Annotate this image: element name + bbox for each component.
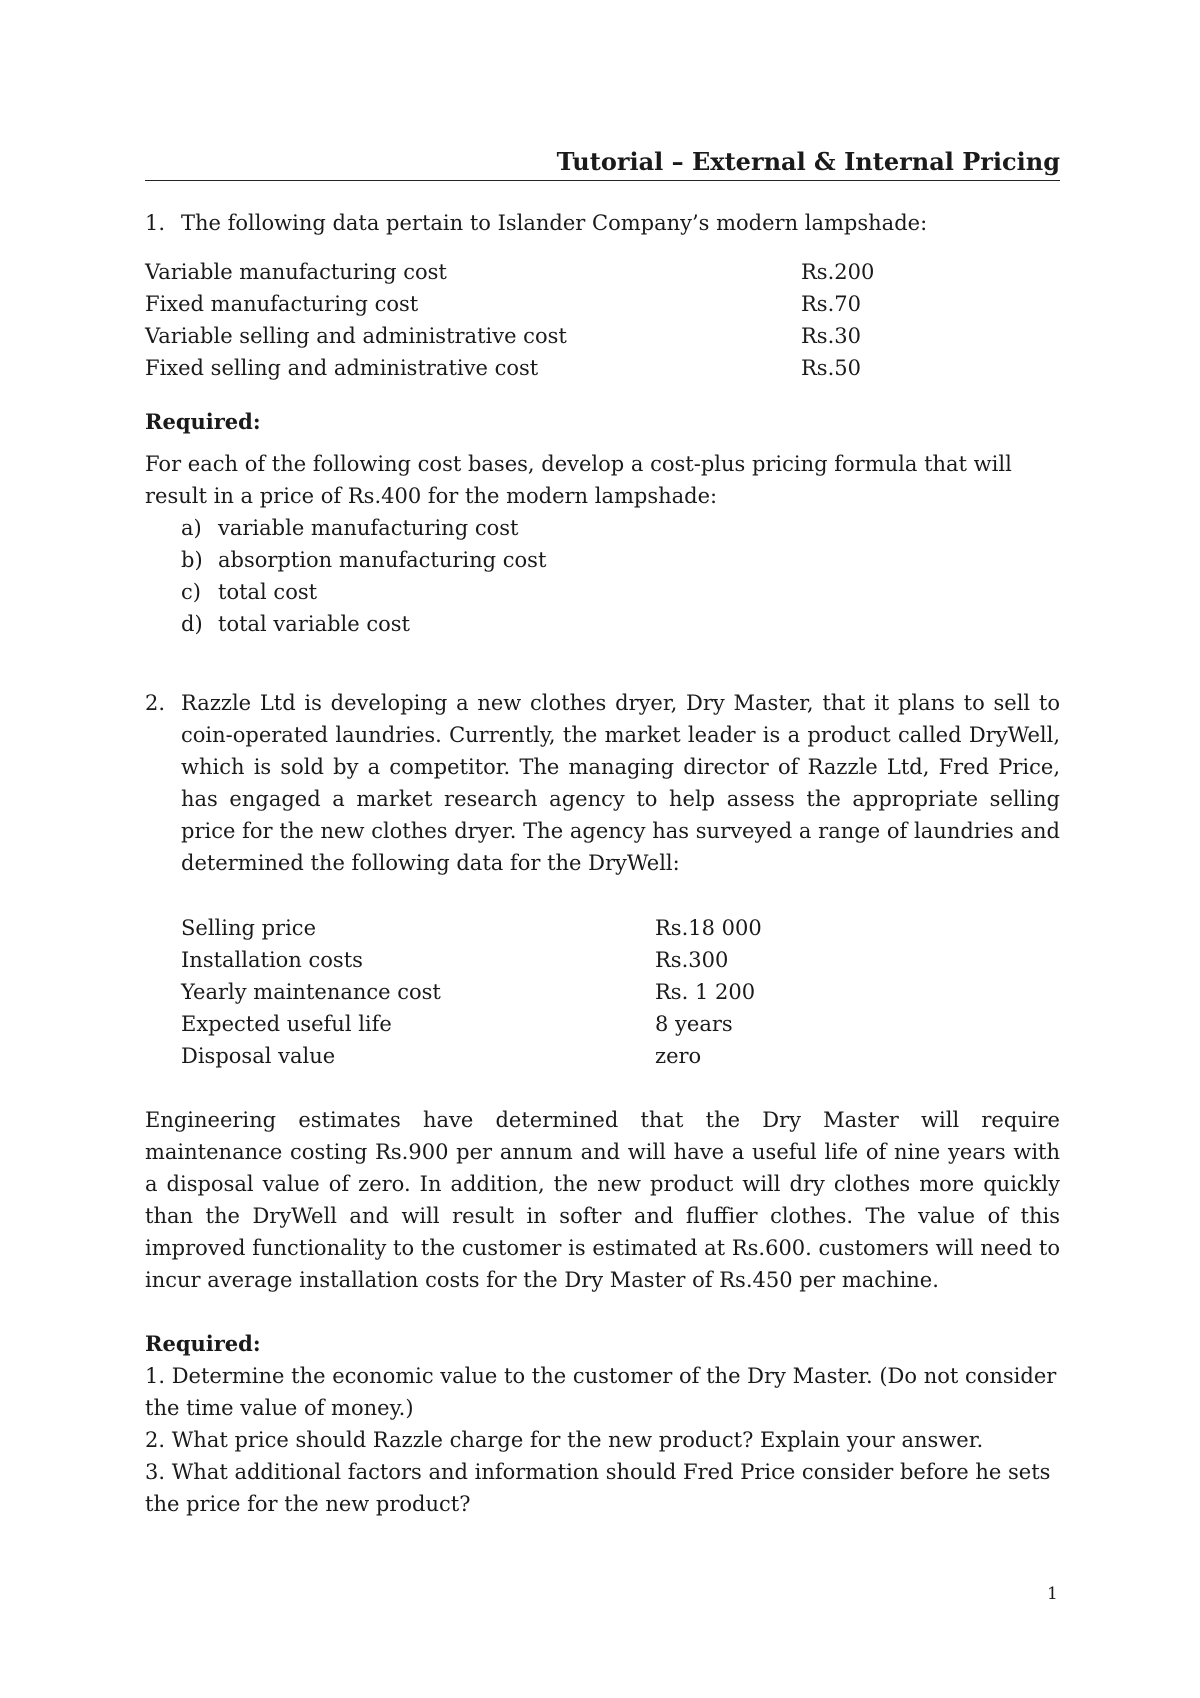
cost-row — [145, 288, 1060, 320]
list-letter: b) — [181, 548, 203, 572]
list-text: variable manufacturing cost — [218, 516, 519, 540]
question-number: 1. — [145, 211, 166, 235]
list-item: 3. What additional factors and information should Fred Price consider before he sets the price for the new product? — [145, 1460, 1051, 1516]
list-item: 1. Determine the economic value to the customer of the Dry Master. (Do not consider the time value of money.) — [145, 1364, 1057, 1420]
data-label: Yearly maintenance cost — [181, 980, 441, 1004]
cost-value: Rs.30 — [801, 324, 861, 348]
data-value: Rs.18 000 — [655, 916, 762, 940]
data-label: Disposal value — [181, 1044, 336, 1068]
cost-value: Rs.200 — [801, 260, 875, 284]
required-questions — [145, 1360, 1060, 1520]
cost-basis-list — [145, 512, 1060, 640]
drywell-data-table — [145, 912, 1060, 1072]
question-text: The following data pertain to Islander Company’s modern lampshade: — [181, 211, 928, 235]
data-value: zero — [655, 1044, 702, 1068]
cost-label: Variable manufacturing cost — [145, 260, 447, 284]
data-value: 8 years — [655, 1012, 733, 1036]
cost-row — [145, 256, 1060, 288]
cost-table — [145, 256, 1060, 384]
page-number: 1 — [1047, 1584, 1058, 1604]
list-text: absorption manufacturing cost — [218, 548, 547, 572]
list-text: total cost — [218, 580, 318, 604]
list-item: 2. What price should Razzle charge for the new product? Explain your answer. — [145, 1428, 984, 1452]
page-title: Tutorial – External & Internal Pricing — [145, 146, 1060, 181]
data-row — [181, 1008, 1060, 1040]
cost-label: Fixed manufacturing cost — [145, 292, 419, 316]
data-row — [181, 976, 1060, 1008]
list-item — [145, 608, 1060, 640]
data-value: Rs. 1 200 — [655, 980, 756, 1004]
question-text: Razzle Ltd is developing a new clothes dryer, Dry Master, that it plans to sell to coin-operated laundries. Currently, the market leader is a product called DryWell, which is sold by a competitor. The managing director of Razzle Ltd, Fred Price, has engaged a market research agency to help assess the appropriate selling price for the new clothes dryer. The agency has surveyed a range of laundries and determined the following data for the DryWell: — [181, 691, 1060, 875]
list-item — [145, 576, 1060, 608]
data-row — [181, 1040, 1060, 1072]
required-text: For each of the following cost bases, develop a cost-plus pricing formula that will result in a price of Rs.400 for the modern lampshade: — [145, 452, 1012, 508]
list-item — [145, 544, 1060, 576]
list-text: total variable cost — [218, 612, 410, 636]
cost-row — [145, 320, 1060, 352]
required-heading: Required: — [145, 409, 261, 434]
data-label: Expected useful life — [181, 1012, 392, 1036]
cost-value: Rs.50 — [801, 356, 861, 380]
cost-row — [145, 352, 1060, 384]
cost-label: Fixed selling and administrative cost — [145, 356, 539, 380]
list-letter: c) — [181, 580, 201, 604]
list-letter: d) — [181, 612, 203, 636]
data-row — [181, 944, 1060, 976]
required-heading: Required: — [145, 1331, 261, 1356]
cost-label: Variable selling and administrative cost — [145, 324, 567, 348]
list-letter: a) — [181, 516, 202, 540]
engineering-paragraph: Engineering estimates have determined that the Dry Master will require maintenance costing Rs.900 per annum and will have a useful life of nine years with a disposal value of zero. In addition, the new product will dry clothes more quickly than the DryWell and will result in softer and fluffier clothes. The value of this improved functionality to the customer is estimated at Rs.600. customers will need to incur average installation costs for the Dry Master of Rs.450 per machine. — [145, 1108, 1060, 1292]
data-value: Rs.300 — [655, 948, 729, 972]
question-1-intro — [145, 207, 1060, 239]
data-label: Installation costs — [181, 948, 363, 972]
question-number: 2. — [145, 691, 166, 715]
question-2-intro — [145, 687, 1060, 879]
data-label: Selling price — [181, 916, 316, 940]
list-item — [145, 512, 1060, 544]
cost-value: Rs.70 — [801, 292, 861, 316]
data-row — [181, 912, 1060, 944]
